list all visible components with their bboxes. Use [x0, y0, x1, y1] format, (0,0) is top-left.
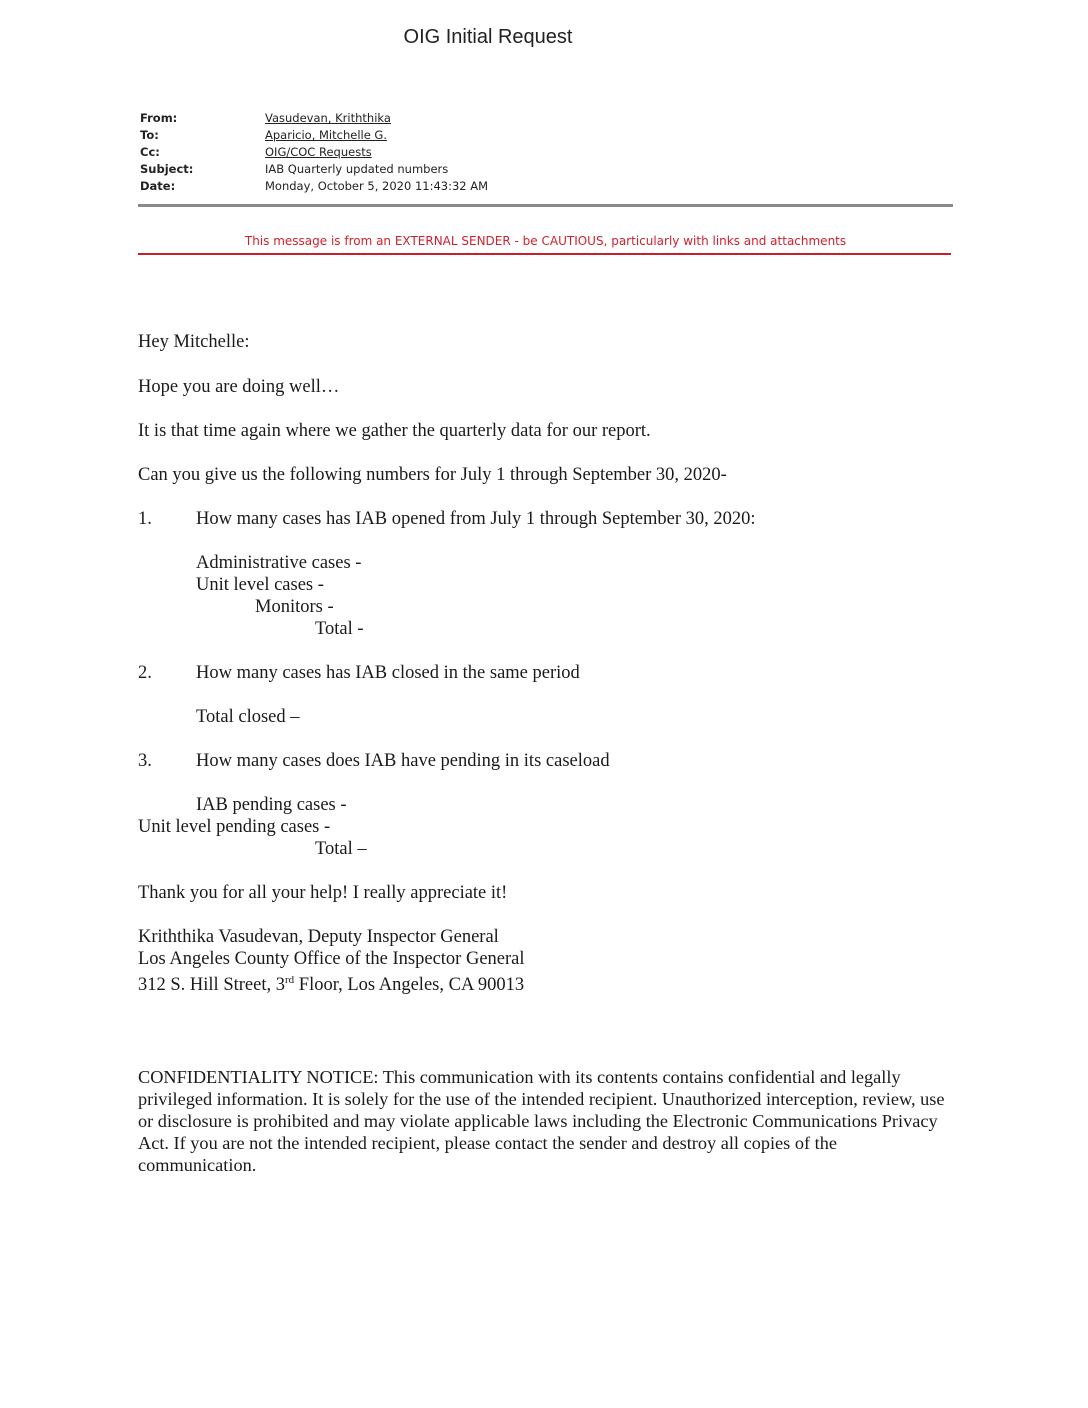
paragraph-2: It is that time again where we gather the quarterly data for our report. — [138, 421, 651, 441]
question-1-text: How many cases has IAB opened from July 1 through September 30, 2020: — [196, 509, 756, 529]
subject-row — [140, 161, 488, 178]
thanks-line: Thank you for all your help! I really appreciate it! — [138, 883, 508, 903]
page-title: OIG Initial Request — [403, 26, 573, 48]
signature-address — [138, 974, 524, 996]
header-divider — [138, 204, 953, 207]
address-ordinal: rd — [284, 974, 295, 986]
greeting: Hey Mitchelle: — [138, 332, 250, 352]
question-2-text: How many cases has IAB closed in the same period — [196, 663, 580, 683]
question-3-text: How many cases does IAB have pending in its caseload — [196, 751, 610, 771]
subject-value: IAB Quarterly updated numbers — [265, 162, 449, 176]
pending-total-label: Total – — [315, 839, 367, 859]
to-label: To: — [140, 128, 159, 142]
question-3-number: 3. — [138, 751, 152, 771]
total-closed-label: Total closed – — [196, 707, 300, 727]
signature-office: Los Angeles County Office of the Inspector General — [138, 949, 525, 969]
address-end: Floor, Los Angeles, CA 90013 — [294, 975, 525, 996]
unit-level-pending-cases-label: Unit level pending cases - — [138, 817, 331, 837]
from-label: From: — [140, 111, 178, 125]
paragraph-3: Can you give us the following numbers for July 1 through September 30, 2020- — [138, 465, 727, 485]
iab-pending-cases-label: IAB pending cases - — [196, 795, 347, 815]
date-value: Monday, October 5, 2020 11:43:32 AM — [265, 179, 489, 193]
administrative-cases-label: Administrative cases - — [196, 553, 362, 573]
question-2-number: 2. — [138, 663, 152, 683]
from-row — [140, 110, 488, 127]
cc-value[interactable]: OIG/COC Requests — [265, 145, 372, 159]
date-row — [140, 178, 488, 195]
to-row — [140, 127, 488, 144]
opened-total-label: Total - — [315, 619, 364, 639]
monitors-label: Monitors - — [255, 597, 334, 617]
warning-divider — [138, 253, 951, 255]
confidentiality-notice: CONFIDENTIALITY NOTICE: This communication with its contents contains confidential and legally privileged information. It is solely for the use of the intended recipient. Unauthorized interception, review, use or disclosure is prohibited and may violate applicable laws including the Electronic Communications Privacy Act. If you are not the intended recipient, please contact the sender and destroy all copies of the communication. — [138, 1067, 945, 1175]
signature-name: Kriththika Vasudevan, Deputy Inspector General — [138, 927, 499, 947]
email-header — [140, 110, 488, 195]
address-start: 312 S. Hill Street, 3 — [138, 975, 285, 996]
cc-label: Cc: — [140, 145, 160, 159]
subject-label: Subject: — [140, 162, 194, 176]
paragraph-1: Hope you are doing well… — [138, 377, 340, 397]
question-1-number: 1. — [138, 509, 152, 529]
cc-row — [140, 144, 488, 161]
date-label: Date: — [140, 179, 176, 193]
external-sender-warning: This message is from an EXTERNAL SENDER - be CAUTIOUS, particularly with links and attachments — [244, 234, 847, 248]
unit-level-cases-label: Unit level cases - — [196, 575, 324, 595]
from-value[interactable]: Vasudevan, Kriththika — [265, 111, 391, 125]
to-value[interactable]: Aparicio, Mitchelle G. — [265, 128, 388, 142]
